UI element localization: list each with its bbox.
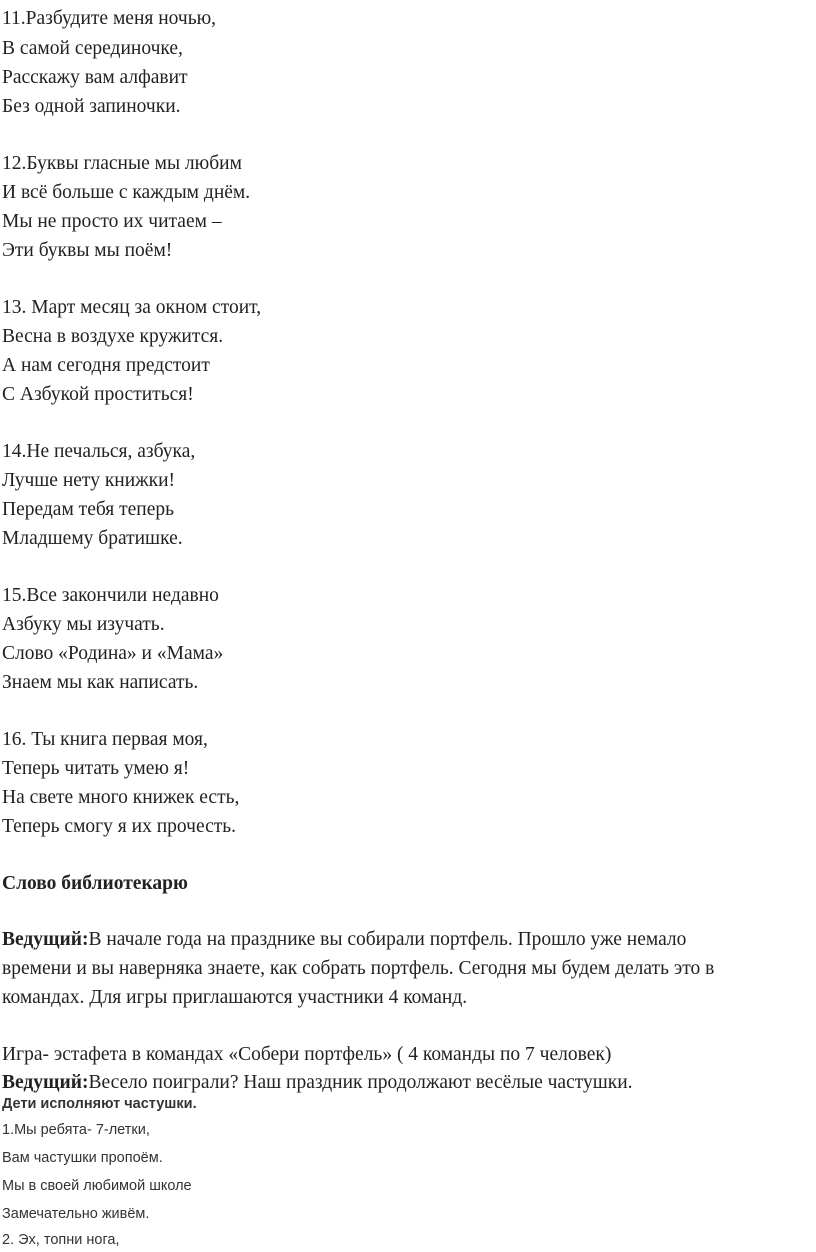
poem-15-line-3: Слово «Родина» и «Мама» xyxy=(2,643,224,664)
poem-14-line-3: Передам тебя теперь xyxy=(2,499,175,520)
poem-15-line-4: Знаем мы как написать. xyxy=(2,672,199,693)
host-paragraph-2-text: Весело поиграли? Наш праздник продолжают весёлые частушки. xyxy=(88,1072,633,1093)
chastushki-heading: Дети исполняют частушки. xyxy=(2,1096,197,1112)
poem-16-line-2: Теперь читать умею я! xyxy=(2,758,190,779)
poem-12-line-2: И всё больше с каждым днём. xyxy=(2,182,251,203)
host-speaker-label: Ведущий: xyxy=(2,929,89,950)
host-paragraph-1-text: В начале года на празднике вы собирали портфель. Прошло уже немало xyxy=(88,929,687,950)
section-heading: Слово библиотекарю xyxy=(2,873,188,894)
poem-11-line-3: Расскажу вам алфавит xyxy=(2,67,188,88)
poem-11-line-2: В самой серединочке, xyxy=(2,38,183,59)
poem-13-line-3: А нам сегодня предстоит xyxy=(2,355,210,376)
poem-11-line-4: Без одной запиночки. xyxy=(2,96,181,117)
poem-14-line-1: 14.Не печалься, азбука, xyxy=(2,441,196,462)
chastushki-line-4: Замечательно живём. xyxy=(2,1206,150,1222)
game-line: Игра- эстафета в командах «Собери портфель» ( 4 команды по 7 человек) xyxy=(2,1044,612,1065)
poem-14-line-4: Младшему братишке. xyxy=(2,528,183,549)
poem-13-line-4: С Азбукой проститься! xyxy=(2,384,194,405)
poem-14-line-2: Лучше нету книжки! xyxy=(2,470,176,491)
chastushki-line-5: 2. Эх, топни нога, xyxy=(2,1232,120,1248)
poem-12-line-3: Мы не просто их читаем – xyxy=(2,211,222,232)
host-speaker-label-2: Ведущий: xyxy=(2,1072,89,1093)
chastushki-line-1: 1.Мы ребята- 7-летки, xyxy=(2,1122,150,1138)
poem-16-line-4: Теперь смогу я их прочесть. xyxy=(2,816,237,837)
host-paragraph-1-line-1 xyxy=(2,930,686,950)
poem-15-line-1: 15.Все закончили недавно xyxy=(2,585,219,606)
poem-13-line-1: 13. Март месяц за окном стоит, xyxy=(2,297,262,318)
poem-15-line-2: Азбуку мы изучать. xyxy=(2,614,165,635)
poem-11-line-1: 11.Разбудите меня ночью, xyxy=(2,8,217,29)
host-paragraph-1-line-2: времени и вы наверняка знаете, как собрать портфель. Сегодня мы будем делать это в xyxy=(2,958,715,979)
poem-13-line-2: Весна в воздухе кружится. xyxy=(2,326,224,347)
poem-16-line-1: 16. Ты книга первая моя, xyxy=(2,729,208,750)
poem-16-line-3: На свете много книжек есть, xyxy=(2,787,240,808)
poem-12-line-1: 12.Буквы гласные мы любим xyxy=(2,153,242,174)
poem-12-line-4: Эти буквы мы поём! xyxy=(2,240,173,261)
chastushki-line-2: Вам частушки пропоём. xyxy=(2,1150,163,1166)
host-paragraph-2 xyxy=(2,1073,633,1093)
chastushki-line-3: Мы в своей любимой школе xyxy=(2,1178,192,1194)
host-paragraph-1-line-3: командах. Для игры приглашаются участники 4 команд. xyxy=(2,987,468,1008)
